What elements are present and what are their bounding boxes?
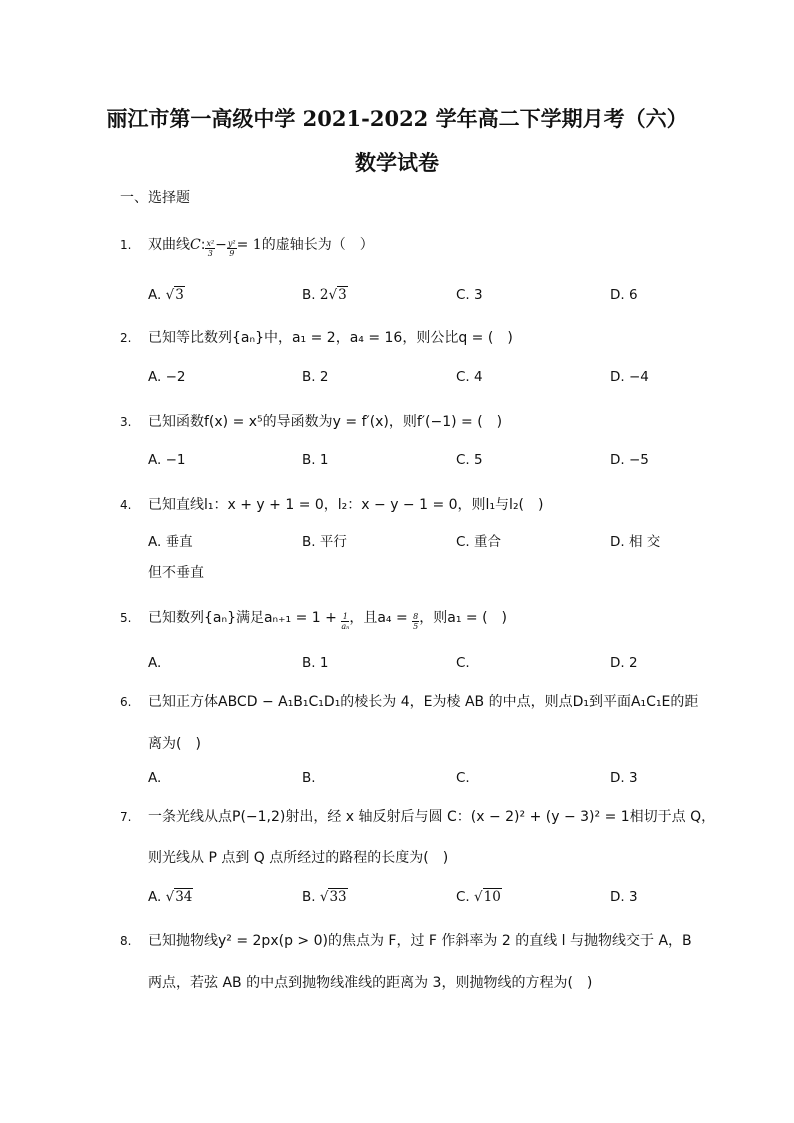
question-text: 已知数列{aₙ}满足aₙ₊₁ = 1 + $\frac{1}{\text{aₙ}}$ ，且a₄ = $\frac{8}{5}$ ，则a₁ = ( ): [148, 610, 507, 631]
question-text: 已知直线l₁：x + y + 1 = 0，l₂：x − y − 1 = 0，则l₁与l₂( ): [148, 497, 544, 513]
option-a[interactable]: A. √34: [148, 889, 193, 905]
option-b[interactable]: B.: [302, 770, 316, 786]
option-b[interactable]: B. 1: [302, 655, 329, 671]
option-d[interactable]: D. −5: [610, 452, 649, 468]
question-number: 3.: [120, 415, 132, 429]
question-text: 双曲线C: $\frac{\text{x²}}{3}$ − $\frac{\text{y²}}{9}$ = 1的虚轴长为（ ）: [148, 237, 374, 258]
option-c[interactable]: C. 3: [456, 287, 483, 303]
option-d[interactable]: D. −4: [610, 369, 649, 385]
question-text: 已知抛物线y² = 2px(p > 0)的焦点为 F，过 F 作斜率为 2 的直线 l 与抛物线交于 A，B: [148, 933, 692, 949]
question-5: [120, 607, 507, 631]
option-a[interactable]: A.: [148, 770, 162, 786]
option-a[interactable]: A. −1: [148, 452, 186, 468]
option-a[interactable]: A. 垂直: [148, 534, 193, 550]
option-c[interactable]: C.: [456, 655, 470, 671]
option-c[interactable]: C. √10: [456, 889, 501, 905]
page-subtitle: 数学试卷: [355, 150, 439, 175]
option-d[interactable]: D. 3: [610, 770, 638, 786]
option-c[interactable]: C.: [456, 770, 470, 786]
option-d[interactable]: D. 6: [610, 287, 638, 303]
section-heading: 一、选择题: [120, 190, 190, 206]
option-d[interactable]: D. 相 交: [610, 534, 661, 550]
option-a[interactable]: A. −2: [148, 369, 186, 385]
option-a[interactable]: A.: [148, 655, 162, 671]
option-a[interactable]: A. √3: [148, 287, 184, 303]
question-3: [120, 411, 502, 431]
question-7-continued: 则光线从 P 点到 Q 点所经过的路程的长度为( ): [148, 850, 449, 866]
option-b[interactable]: B. 1: [302, 452, 329, 468]
question-number: 2.: [120, 331, 132, 345]
question-number: 4.: [120, 498, 132, 512]
question-number: 6.: [120, 695, 132, 709]
question-number: 8.: [120, 934, 132, 948]
option-b[interactable]: B. 2√3: [302, 287, 347, 303]
question-2: [120, 327, 513, 347]
question-number: 1.: [120, 238, 132, 252]
question-8-continued: 两点，若弦 AB 的中点到抛物线准线的距离为 3，则抛物线的方程为( ): [148, 975, 593, 991]
question-8: [120, 930, 692, 950]
question-text: 已知函数f(x) = x⁵的导函数为y = f′(x)，则f′(−1) = ( ): [148, 414, 503, 430]
question-text: 已知等比数列{aₙ}中，a₁ = 2，a₄ = 16，则公比q = ( ): [148, 330, 513, 346]
option-b[interactable]: B. √33: [302, 889, 347, 905]
question-text: 一条光线从点P(−1,2)射出，经 x 轴反射后与圆 C：(x − 2)² + (y − 3)² = 1相切于点 Q，: [148, 809, 716, 825]
option-d[interactable]: D. 2: [610, 655, 638, 671]
option-c[interactable]: C. 重合: [456, 534, 502, 550]
question-4: [120, 494, 544, 514]
option-c[interactable]: C. 5: [456, 452, 483, 468]
question-text: 已知正方体ABCD − A₁B₁C₁D₁的棱长为 4，E为棱 AB 的中点，则点D₁到平面A₁C₁E的距: [148, 694, 699, 710]
question-1: [120, 234, 374, 258]
question-number: 5.: [120, 611, 132, 625]
option-d[interactable]: D. 3: [610, 889, 638, 905]
question-7: [120, 806, 715, 826]
page-title: 丽江市第一高级中学 2021-2022 学年高二下学期月考（六）: [106, 106, 688, 131]
question-6: [120, 691, 698, 711]
question-6-continued: 离为( ): [148, 736, 201, 752]
question-number: 7.: [120, 810, 132, 824]
option-d-continued: 但不垂直: [148, 565, 204, 581]
option-b[interactable]: B. 平行: [302, 534, 347, 550]
option-c[interactable]: C. 4: [456, 369, 483, 385]
option-b[interactable]: B. 2: [302, 369, 329, 385]
